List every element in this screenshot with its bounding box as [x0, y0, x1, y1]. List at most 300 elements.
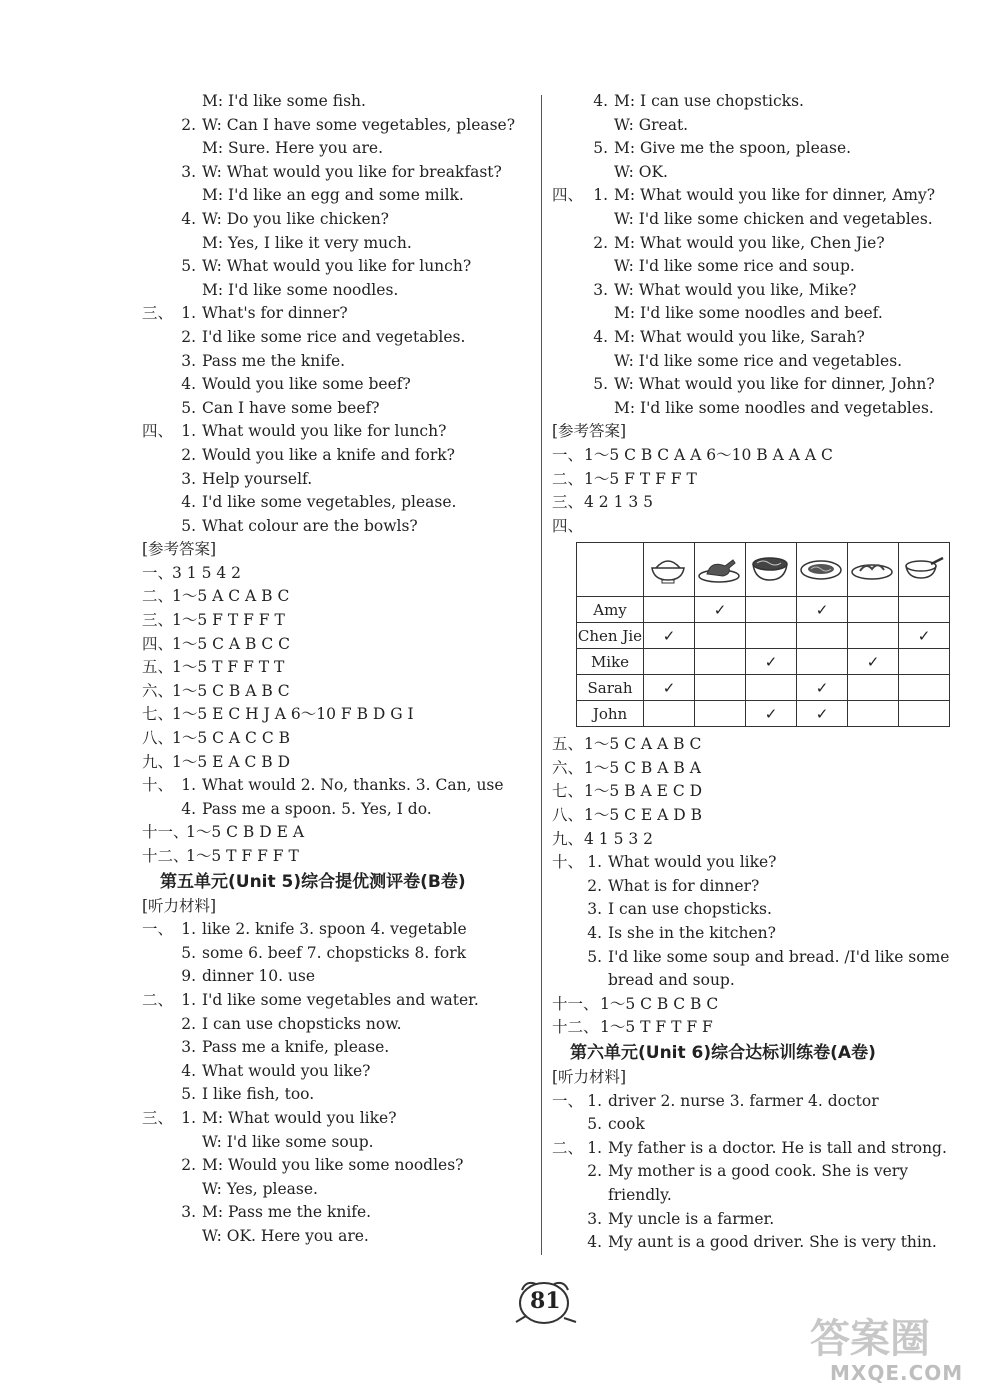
text-line	[142, 562, 527, 586]
section-marker: 六、	[142, 681, 174, 700]
text-line	[552, 1184, 962, 1208]
line-text: 1～5 E A C B D	[172, 752, 291, 771]
line-text: Pass me a knife, please.	[202, 1038, 390, 1057]
text-line	[552, 208, 962, 232]
text-line	[142, 468, 527, 492]
table-header-row	[577, 543, 950, 597]
line-text: 1～5 C B A B C	[172, 681, 290, 700]
text-line	[142, 302, 527, 326]
text-line	[552, 993, 962, 1017]
section-marker: 十、	[552, 853, 584, 872]
text-line	[142, 1060, 527, 1084]
text-line	[552, 515, 962, 539]
section-marker: 七、	[552, 782, 584, 801]
section-marker: 五、	[552, 735, 584, 754]
line-text: M: What would you like, Sarah?	[614, 327, 865, 346]
person-name-cell: John	[577, 701, 644, 727]
text-line	[552, 161, 962, 185]
item-number: 4.	[593, 327, 608, 346]
person-name-cell: Sarah	[577, 675, 644, 701]
text-line	[142, 1201, 527, 1225]
line-text: W: Do you like chicken?	[202, 209, 389, 228]
mark-cell	[695, 675, 746, 701]
mark-cell	[746, 701, 797, 727]
vegetables-plate-icon	[850, 550, 896, 590]
mark-cell	[695, 701, 746, 727]
text-line	[142, 1013, 527, 1037]
line-text: What would you like?	[202, 1061, 371, 1080]
check-mark-icon: ✓	[815, 704, 829, 723]
line-text: 1～5 C B D E A	[186, 823, 305, 842]
table-row	[577, 623, 950, 649]
text-line	[552, 1160, 962, 1184]
item-number: 2.	[181, 327, 196, 346]
section-marker: 五、	[142, 658, 174, 677]
text-line	[552, 326, 962, 350]
check-mark-icon: ✓	[764, 652, 778, 671]
line-text: friendly.	[608, 1185, 672, 1204]
person-name-cell: Chen Jie	[577, 623, 644, 649]
text-line	[142, 491, 527, 515]
item-number: 5.	[593, 375, 608, 394]
text-line	[142, 965, 527, 989]
line-text: M: Yes, I like it very much.	[202, 233, 412, 252]
text-line	[142, 515, 527, 539]
mark-cell	[848, 597, 899, 623]
line-text: Pass me a spoon. 5. Yes, I do.	[202, 799, 432, 818]
line-text: M: Pass me the knife.	[202, 1203, 372, 1222]
line-text: I'd like some vegetables and water.	[202, 990, 479, 1009]
line-text: M: I'd like some noodles and beef.	[614, 304, 883, 323]
section-marker: 八、	[552, 806, 584, 825]
line-text: W: What would you like for breakfast?	[202, 162, 502, 181]
text-line	[142, 279, 527, 303]
line-text: 1～5 C A B C C	[172, 634, 291, 653]
text-line	[142, 727, 527, 751]
line-text: M: What would you like?	[202, 1108, 397, 1127]
text-line	[142, 208, 527, 232]
text-line	[142, 895, 527, 919]
line-text: [参考答案]	[142, 540, 217, 559]
text-line	[552, 468, 962, 492]
line-text: M: I'd like some noodles and vegetables.	[614, 398, 934, 417]
rice-bowl-icon	[646, 550, 692, 590]
section-marker: 四、	[142, 422, 174, 441]
line-text: M: What would you like for dinner, Amy?	[614, 186, 936, 205]
item-number: 4.	[593, 92, 608, 110]
section-marker: 二、	[142, 587, 174, 606]
text-line	[552, 875, 962, 899]
mark-cell	[848, 623, 899, 649]
line-text: W: Can I have some vegetables, please?	[202, 115, 516, 134]
text-line	[552, 1113, 962, 1137]
page-number: 81	[530, 1288, 561, 1314]
text-line	[142, 1036, 527, 1060]
person-name-cell: Mike	[577, 649, 644, 675]
line-text: Would you like a knife and fork?	[202, 445, 455, 464]
text-line	[142, 942, 527, 966]
item-number: 3.	[587, 900, 602, 919]
item-number: 3.	[181, 1038, 196, 1057]
line-text: 4 1 5 3 2	[584, 829, 654, 848]
check-mark-icon: ✓	[764, 704, 778, 723]
watermark-logo	[790, 1305, 990, 1390]
text-line	[142, 751, 527, 775]
item-number: 1.	[181, 1108, 196, 1127]
item-number: 2.	[181, 445, 196, 464]
item-number: 4.	[181, 799, 196, 818]
watermark-url: MXQE.COM	[830, 1361, 964, 1385]
text-line	[552, 1016, 962, 1040]
check-mark-icon: ✓	[866, 652, 880, 671]
line-text: dinner 10. use	[202, 967, 316, 986]
text-line	[552, 255, 962, 279]
mark-cell	[746, 597, 797, 623]
item-number: 2.	[181, 115, 196, 134]
text-line	[552, 373, 962, 397]
mark-cell	[644, 701, 695, 727]
mark-cell	[797, 623, 848, 649]
item-number: 1.	[181, 304, 196, 323]
line-text: W: I'd like some chicken and vegetables.	[614, 209, 933, 228]
line-text: My mother is a good cook. She is very	[608, 1162, 908, 1181]
text-line	[552, 1090, 962, 1114]
mark-cell	[746, 675, 797, 701]
mark-cell	[695, 649, 746, 675]
item-number: 2.	[587, 1162, 602, 1181]
text-line	[142, 350, 527, 374]
item-number: 2.	[181, 1156, 196, 1175]
text-line	[142, 1083, 527, 1107]
item-number: 5.	[181, 257, 196, 276]
food-header-cell	[848, 543, 899, 597]
chicken-plate-icon	[697, 550, 743, 590]
text-line	[552, 444, 962, 468]
text-line	[142, 373, 527, 397]
text-line	[142, 255, 527, 279]
item-number: 2.	[587, 876, 602, 895]
line-text: I'd like some rice and vegetables.	[202, 327, 466, 346]
check-mark-icon: ✓	[917, 626, 931, 645]
line-text: I can use chopsticks now.	[202, 1014, 402, 1033]
noodles-bowl-icon	[748, 550, 794, 590]
text-line	[142, 184, 527, 208]
mark-cell	[644, 597, 695, 623]
item-number: 1.	[181, 990, 196, 1009]
line-text: What would 2. No, thanks. 3. Can, use	[202, 776, 504, 795]
section-marker: 十一、	[142, 823, 189, 842]
mark-cell	[746, 623, 797, 649]
line-text: W: What would you like, Mike?	[614, 280, 857, 299]
line-text: W: I'd like some rice and vegetables.	[614, 351, 903, 370]
item-number: 5.	[181, 516, 196, 535]
text-line	[142, 397, 527, 421]
mark-cell	[899, 675, 950, 701]
text-line	[142, 798, 527, 822]
section-marker: 十二、	[552, 1018, 599, 1037]
text-line	[552, 946, 962, 970]
line-text: 1～5 B A E C D	[584, 782, 703, 801]
text-line	[142, 161, 527, 185]
line-text: 1～5 C E A D B	[584, 806, 703, 825]
item-number: 3.	[587, 1209, 602, 1228]
food-header-cell	[797, 543, 848, 597]
line-text: My aunt is a good driver. She is very thin.	[608, 1233, 937, 1252]
food-header-cell	[746, 543, 797, 597]
line-text: My uncle is a farmer.	[608, 1209, 775, 1228]
food-choice-table	[576, 542, 950, 727]
line-text: What is for dinner?	[608, 876, 760, 895]
item-number: 5.	[181, 1085, 196, 1104]
text-line	[142, 656, 527, 680]
item-number: 5.	[181, 398, 196, 417]
section-marker: 一、	[552, 445, 584, 464]
text-line	[142, 1225, 527, 1249]
section-marker: 八、	[142, 729, 174, 748]
line-text: 1～5 F T F F T	[172, 611, 285, 630]
line-text: What would you like for lunch?	[202, 422, 447, 441]
item-number: 4.	[181, 209, 196, 228]
line-text: W: Great.	[614, 115, 689, 134]
line-text: Help yourself.	[202, 469, 313, 488]
line-text: like 2. knife 3. spoon 4. vegetable	[202, 920, 467, 939]
section-marker: 一、	[142, 920, 174, 939]
text-line	[142, 680, 527, 704]
line-text: 1～5 A C A B C	[172, 587, 290, 606]
text-line	[142, 918, 527, 942]
line-text: M: Sure. Here you are.	[202, 139, 384, 158]
line-text: 4 2 1 3 5	[584, 493, 654, 512]
table-row	[577, 649, 950, 675]
text-line	[142, 90, 527, 114]
section-marker: 三、	[552, 493, 584, 512]
text-line	[552, 302, 962, 326]
text-line	[552, 184, 962, 208]
section-marker: 二、	[552, 1138, 584, 1157]
item-number: 1.	[181, 920, 196, 939]
line-text: I'd like some soup and bread. /I'd like some	[608, 947, 950, 966]
mark-cell	[797, 701, 848, 727]
line-text: M: Give me the spoon, please.	[614, 139, 852, 158]
line-text: Pass me the knife.	[202, 351, 346, 370]
text-line	[142, 633, 527, 657]
right-bottom-block	[552, 733, 962, 1254]
line-text: [听力材料]	[142, 896, 217, 915]
text-line	[552, 922, 962, 946]
mark-cell	[797, 597, 848, 623]
item-number: 3.	[593, 280, 608, 299]
text-line	[552, 828, 962, 852]
text-line	[142, 1178, 527, 1202]
line-text: W: I'd like some soup.	[202, 1132, 374, 1151]
item-number: 9.	[181, 967, 196, 986]
section-marker: 九、	[552, 829, 584, 848]
section-marker: 一、	[552, 1091, 584, 1110]
check-mark-icon: ✓	[662, 626, 676, 645]
line-text: Can I have some beef?	[202, 398, 380, 417]
text-line	[142, 326, 527, 350]
section-marker: 三、	[142, 611, 174, 630]
right-top-block	[552, 90, 962, 538]
watermark-cn: 答案圈	[810, 1316, 930, 1362]
column-divider	[541, 95, 542, 1255]
food-header-cell	[695, 543, 746, 597]
item-number: 3.	[181, 162, 196, 181]
item-number: 5.	[181, 943, 196, 962]
line-text: 1～5 C A A B C	[584, 735, 702, 754]
line-text: driver 2. nurse 3. farmer 4. doctor	[608, 1091, 879, 1110]
text-line	[142, 1131, 527, 1155]
line-text: M: Would you like some noodles?	[202, 1156, 464, 1175]
line-text: 3 1 5 4 2	[172, 563, 242, 582]
line-text: M: I can use chopsticks.	[614, 92, 804, 110]
section-heading: 第六单元(Unit 6)综合达标训练卷(A卷)	[570, 1043, 876, 1063]
text-line	[552, 491, 962, 515]
text-line	[552, 969, 962, 993]
item-number: 3.	[181, 351, 196, 370]
item-number: 2.	[593, 233, 608, 252]
line-text: What colour are the bowls?	[202, 516, 418, 535]
line-text: W: Yes, please.	[202, 1179, 318, 1198]
text-line	[552, 851, 962, 875]
text-line	[552, 1208, 962, 1232]
item-number: 1.	[587, 1091, 602, 1110]
text-line	[142, 538, 527, 562]
line-text: 1～5 T F T F F	[600, 1018, 713, 1037]
line-text: W: What would you like for dinner, John?	[614, 375, 935, 394]
line-text: I like fish, too.	[202, 1085, 315, 1104]
mark-cell	[746, 649, 797, 675]
section-marker: 四、	[142, 634, 174, 653]
text-line	[142, 114, 527, 138]
line-text: 1～5 E C H J A 6～10 F B D G I	[172, 705, 414, 724]
item-number: 1.	[587, 1138, 602, 1157]
right-column	[552, 90, 962, 1255]
line-text: bread and soup.	[608, 971, 735, 990]
section-marker: 三、	[142, 1108, 174, 1127]
text-line	[552, 780, 962, 804]
text-line	[142, 1107, 527, 1131]
section-marker: 十二、	[142, 847, 189, 865]
line-text: 1～5 C B C A A 6～10 B A A A C	[584, 445, 833, 464]
line-text: W: OK. Here you are.	[202, 1226, 369, 1245]
mark-cell	[644, 675, 695, 701]
item-number: 1.	[181, 422, 196, 441]
text-line	[552, 114, 962, 138]
item-number: 4.	[587, 1233, 602, 1252]
text-line	[552, 757, 962, 781]
food-header-cell	[644, 543, 695, 597]
text-line	[552, 279, 962, 303]
line-text: What would you like?	[608, 853, 777, 872]
text-line	[142, 232, 527, 256]
section-marker: 九、	[142, 752, 174, 771]
line-text: 1～5 C B A B A	[584, 758, 701, 777]
section-marker: 三、	[142, 304, 174, 323]
mark-cell	[899, 701, 950, 727]
check-mark-icon: ✓	[815, 600, 829, 619]
text-line	[142, 703, 527, 727]
table-row	[577, 597, 950, 623]
text-line	[552, 804, 962, 828]
mark-cell	[899, 623, 950, 649]
section-marker: 七、	[142, 705, 174, 724]
text-line	[142, 1154, 527, 1178]
text-line	[142, 137, 527, 161]
text-line	[142, 774, 527, 798]
item-number: 1.	[587, 853, 602, 872]
soup-bowl-icon	[901, 550, 947, 590]
section-marker: 十一、	[552, 994, 599, 1013]
text-line	[552, 1231, 962, 1255]
section-marker: 四、	[552, 186, 584, 205]
line-text: M: I'd like some fish.	[202, 92, 366, 110]
food-header-cell	[899, 543, 950, 597]
item-number: 5.	[587, 1115, 602, 1134]
line-text: 1～5 T F F F T	[186, 847, 299, 865]
mark-cell	[797, 675, 848, 701]
mark-cell	[848, 649, 899, 675]
text-line	[552, 420, 962, 444]
text-line	[552, 397, 962, 421]
item-number: 1.	[181, 776, 196, 795]
section-marker: 六、	[552, 758, 584, 777]
text-line	[552, 350, 962, 374]
text-line	[142, 444, 527, 468]
text-line	[552, 232, 962, 256]
text-line	[142, 420, 527, 444]
line-text: I can use chopsticks.	[608, 900, 772, 919]
check-mark-icon: ✓	[662, 678, 676, 697]
item-number: 5.	[593, 139, 608, 158]
line-text: My father is a doctor. He is tall and strong.	[608, 1138, 947, 1157]
line-text: M: I'd like some noodles.	[202, 280, 399, 299]
item-number: 4.	[181, 493, 196, 512]
item-number: 2.	[181, 1014, 196, 1033]
check-mark-icon: ✓	[713, 600, 727, 619]
line-text: M: I'd like an egg and some milk.	[202, 186, 464, 205]
mark-cell	[848, 701, 899, 727]
line-text: W: OK.	[614, 162, 668, 181]
mark-cell	[797, 649, 848, 675]
item-number: 3.	[181, 1203, 196, 1222]
left-column	[142, 90, 527, 1249]
item-number: 4.	[181, 375, 196, 394]
mark-cell	[899, 597, 950, 623]
text-line	[142, 845, 527, 869]
line-text: [参考答案]	[552, 422, 627, 441]
section-marker: 四、	[552, 516, 584, 535]
line-text: 1～5 C B C B C	[600, 994, 719, 1013]
line-text: 1～5 F T F F T	[584, 469, 697, 488]
section-heading: 第五单元(Unit 5)综合提优测评卷(B卷)	[160, 871, 466, 892]
mark-cell	[695, 623, 746, 649]
table-row	[577, 675, 950, 701]
text-line	[552, 733, 962, 757]
item-number: 5.	[587, 947, 602, 966]
check-mark-icon: ✓	[815, 678, 829, 697]
section-marker: 一、	[142, 563, 174, 582]
person-name-cell: Amy	[577, 597, 644, 623]
line-text: [听力材料]	[552, 1068, 627, 1086]
item-number: 1.	[593, 186, 608, 205]
text-line	[552, 1137, 962, 1161]
line-text: Would you like some beef?	[202, 375, 411, 394]
line-text: Is she in the kitchen?	[608, 924, 776, 943]
text-line	[552, 137, 962, 161]
text-line	[552, 90, 962, 114]
text-line	[142, 609, 527, 633]
